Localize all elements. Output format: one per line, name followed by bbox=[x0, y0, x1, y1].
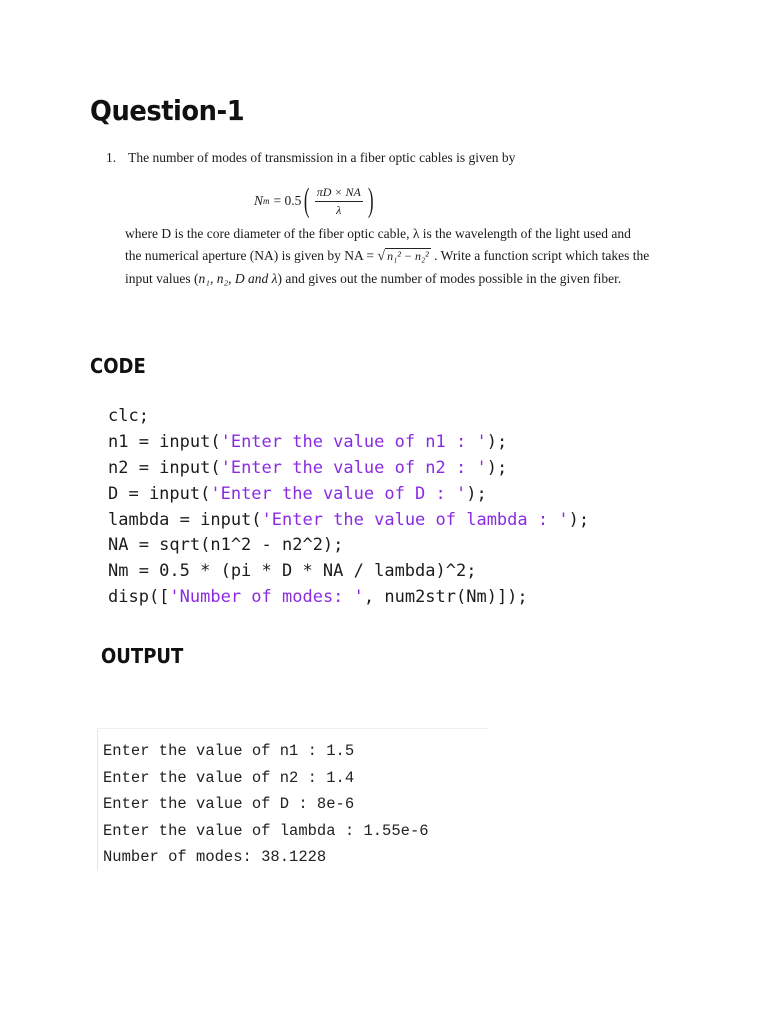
code-text: ); bbox=[486, 431, 508, 452]
formula-lhs: N bbox=[254, 193, 264, 208]
code-text: D = input( bbox=[108, 483, 211, 504]
code-text: n2 = input( bbox=[108, 457, 221, 478]
console-output bbox=[103, 738, 429, 871]
code-string: 'Enter the value of n1 : ' bbox=[220, 431, 487, 452]
code-text: ); bbox=[568, 509, 590, 530]
code-string: 'Enter the value of n2 : ' bbox=[220, 457, 487, 478]
code-string: 'Enter the value of D : ' bbox=[210, 483, 467, 504]
code-block bbox=[108, 404, 589, 611]
code-line bbox=[108, 482, 589, 508]
formula-denominator: λ bbox=[336, 202, 342, 217]
page-title: Question-1 bbox=[90, 94, 245, 127]
code-line bbox=[108, 456, 589, 482]
code-line bbox=[108, 585, 589, 611]
question-line-1: where D is the core diameter of the fiber optic cable, λ is the wavelength of the light used and bbox=[125, 226, 631, 241]
formula-open-paren: ( bbox=[304, 182, 310, 219]
code-text: clc; bbox=[108, 406, 149, 426]
code-line bbox=[108, 404, 589, 430]
code-heading: CODE bbox=[90, 354, 146, 378]
modes-formula bbox=[254, 184, 376, 218]
question-line-3-end: ) and gives out the number of modes possible in the given fiber. bbox=[277, 271, 622, 286]
code-text: n1 = input( bbox=[108, 431, 221, 452]
code-string: 'Enter the value of lambda : ' bbox=[261, 509, 569, 530]
code-line bbox=[108, 430, 589, 456]
question-line-3-start: input values ( bbox=[125, 271, 199, 286]
code-text: , num2str(Nm)]); bbox=[363, 587, 528, 608]
question-intro bbox=[106, 150, 515, 166]
code-text: NA = sqrt(n1^2 - n2^2); bbox=[108, 535, 344, 556]
code-text: Nm = 0.5 * (pi * D * NA / lambda)^2; bbox=[108, 561, 477, 582]
question-line-2-start: the numerical aperture (NA) is given by NA = bbox=[125, 248, 375, 263]
code-line bbox=[108, 508, 589, 534]
formula-numerator: πD × NA bbox=[315, 185, 363, 202]
output-line: Enter the value of n2 : 1.4 bbox=[103, 768, 355, 787]
question-line-3 bbox=[125, 271, 621, 287]
question-number: 1. bbox=[106, 150, 117, 165]
formula-close-paren: ) bbox=[367, 182, 374, 219]
code-string: 'Number of modes: ' bbox=[169, 587, 364, 608]
output-line: Enter the value of n1 : 1.5 bbox=[103, 742, 355, 760]
formula-coefficient: = 0.5 bbox=[273, 193, 302, 208]
question-line-2: the numerical aperture (NA) is given by NA = √ n₁² − n₂² . Write a function script which takes the bbox=[125, 248, 650, 264]
code-line bbox=[108, 533, 589, 559]
code-text: lambda = input( bbox=[108, 509, 262, 530]
input-variables: n₁, n₂, D and λ bbox=[198, 271, 278, 286]
output-line: Enter the value of lambda : 1.55e-6 bbox=[103, 821, 429, 840]
formula-fraction bbox=[315, 185, 363, 218]
sqrt-expression: n₁² − n₂² bbox=[387, 249, 429, 263]
output-line: Number of modes: 38.1228 bbox=[103, 848, 327, 866]
output-heading: OUTPUT bbox=[101, 644, 184, 668]
code-line bbox=[108, 559, 589, 585]
code-text: ); bbox=[486, 457, 508, 478]
formula-lhs-sub: m bbox=[263, 196, 270, 206]
code-text: disp([ bbox=[108, 587, 170, 608]
output-line: Enter the value of D : 8e-6 bbox=[103, 795, 355, 813]
question-line-2-end: . Write a function script which takes the bbox=[434, 248, 650, 263]
code-text: ); bbox=[466, 483, 487, 504]
question-intro-text: The number of modes of transmission in a fiber optic cables is given by bbox=[128, 150, 516, 165]
